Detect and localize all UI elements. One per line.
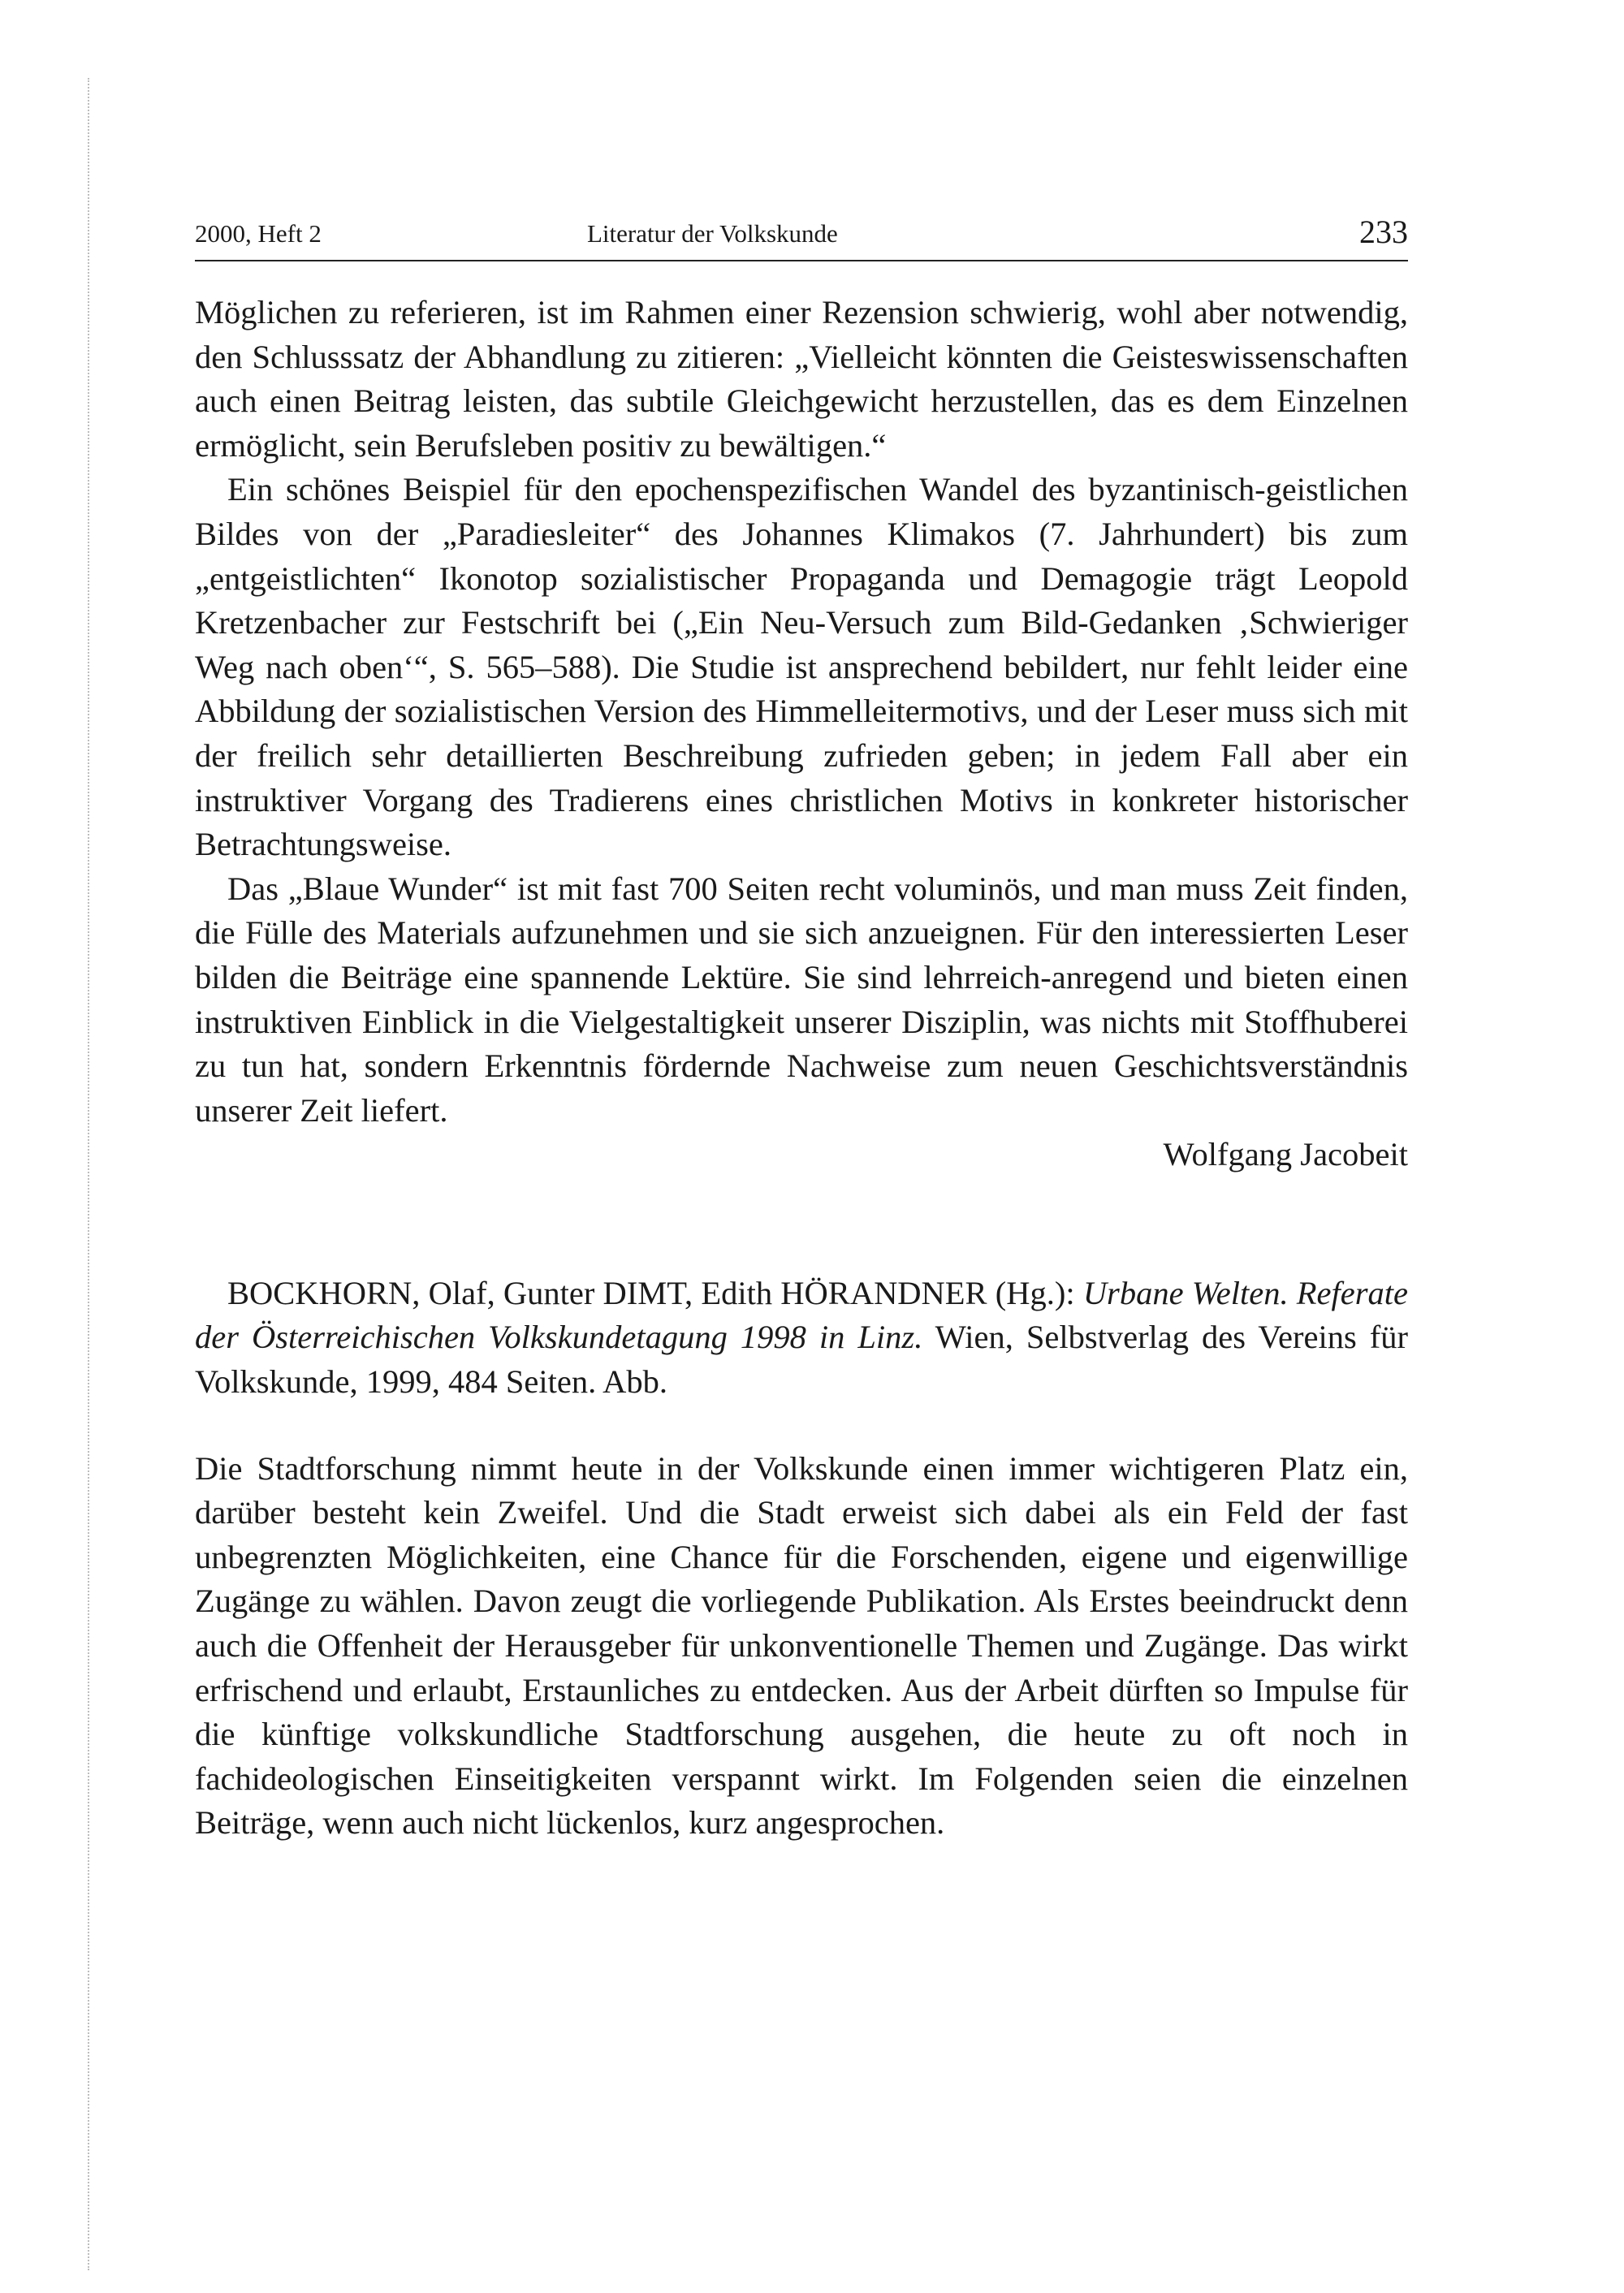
review-continuation (195, 291, 1408, 1177)
citation-title: Urbane Welten. Referate der Österreichischen Volkskundetagung 1998 in Linz. (195, 1274, 1408, 1356)
paragraph: Möglichen zu referieren, ist im Rahmen einer Rezension schwierig, wohl aber notwendig, den Schlusssatz der Abhandlung zu zitieren: „Vielleicht könnten die Geisteswissenschaften auch einen Beitrag leisten, das subtile Gleichgewicht herzustellen, das es dem Einzelnen ermöglicht, sein Berufsleben positiv zu bewältigen.“ (195, 294, 1408, 464)
section-title: Literatur der Volkskunde (587, 219, 838, 248)
citation-text (195, 1272, 1408, 1405)
document-page (195, 203, 1408, 1846)
issue-label: 2000, Heft 2 (195, 219, 322, 248)
paragraph: Ein schönes Beispiel für den epochenspezifischen Wandel des byzantinisch-geistlichen Bildes von der „Paradiesleiter“ des Johannes Klimakos (7. Jahrhundert) bis zum „entgeistlichten“ Ikonotop sozialistischer Propaganda und Demagogie trägt Leopold Kretzenbacher zur Festschrift bei („Ein Neu-Versuch zum Bild-Gedanken ‚Schwieriger Weg nach oben‘“, S. 565–588). Die Studie ist ansprechend bebildert, nur fehlt leider eine Abbildung der sozialistischen Version des Himmelleitermotivs, und der Leser muss sich mit der freilich sehr detaillierten Beschreibung zufrieden geben; in jedem Fall aber ein instruktiver Vorgang des Tradierens eines christlichen Motivs in konkreter historischer Betrachtungsweise. (195, 471, 1408, 863)
paragraph: Das „Blaue Wunder“ ist mit fast 700 Seiten recht voluminös, und man muss Zeit finden, die Fülle des Materials aufzunehmen und sie sich anzueignen. Für den interessierten Leser bilden die Beiträge eine spannende Lektüre. Sie sind lehrreich-anregend und bieten einen instruktiven Einblick in die Vielgestaltigkeit unserer Disziplin, was nichts mit Stoffhuberei zu tun hat, sondern Erkenntnis fördernde Nachweise zum neuen Geschichtsverständnis unserer Zeit liefert. (195, 870, 1408, 1129)
paragraph: Die Stadtforschung nimmt heute in der Volkskunde einen immer wichtigeren Platz ein, darüber besteht kein Zweifel. Und die Stadt erweist sich dabei als ein Feld der fast unbegrenzten Möglichkeiten, eine Chance für die Forschenden, eigene und eigenwillige Zugänge zu wählen. Davon zeugt die vorliegende Publikation. Als Erstes beeindruckt denn auch die Offenheit der Herausgeber für unkonventionelle Themen und Zugänge. Das wirkt erfrischend und erlaubt, Erstaunliches zu entdecken. Aus der Arbeit dürften so Impulse für die künftige volkskundliche Stadtforschung ausgehen, die heute zu oft noch in fachideologischen Einseitigkeiten verspannt wirkt. Im Folgenden seien die einzelnen Beiträge, wenn auch nicht lückenlos, kurz angesprochen. (195, 1449, 1408, 1842)
scan-edge-artifact (88, 78, 89, 2270)
review-body (195, 1447, 1408, 1846)
running-head (195, 203, 1408, 261)
citation-authors: BOCKHORN, Olaf, Gunter DIMT, Edith HÖRANDNER (Hg.): (227, 1274, 1083, 1311)
citation-publisher: Wien, Selbstverlag des Vereins für Volkskunde, 1999, 484 Seiten. Abb. (195, 1319, 1408, 1401)
reviewer-signature: Wolfgang Jacobeit (1163, 1136, 1408, 1173)
page-number: 233 (1359, 214, 1408, 250)
review-citation (195, 1272, 1408, 1405)
